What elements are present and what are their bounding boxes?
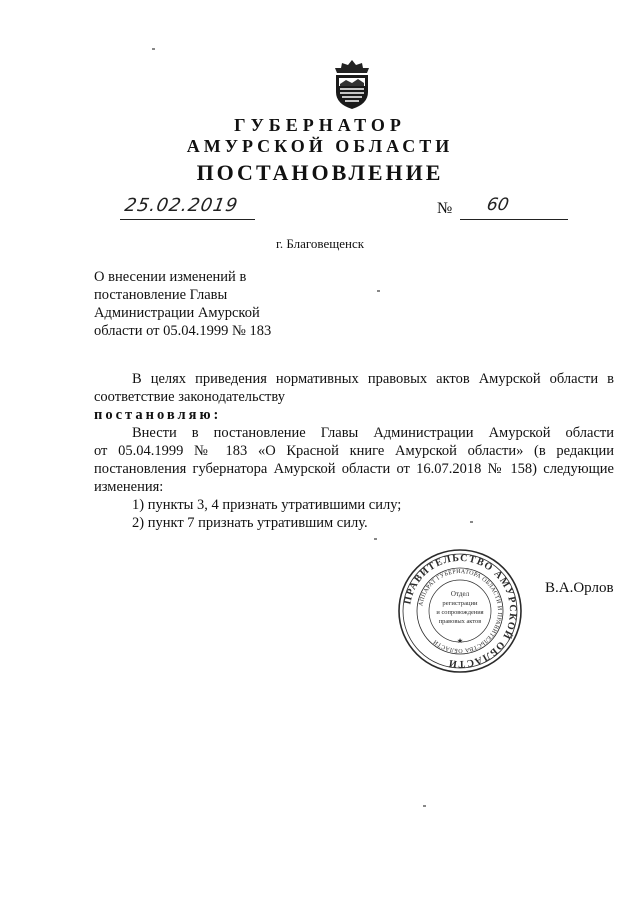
official-seal [397, 548, 523, 674]
star-icon: ★ [456, 637, 464, 645]
number-underline [460, 199, 568, 220]
subject-line: О внесении изменений в [94, 269, 247, 285]
seal-center-line: Отдел [450, 590, 470, 598]
clause-line: постановления губернатора Амурской области от 16.07.2018 № 158) следующие [94, 461, 614, 477]
document-number: 60 [485, 195, 511, 215]
seal-ring-text: АППАРАТ ГУБЕРНАТОРА ОБЛАСТИ И ПРАВИТЕЛЬСТВА ОБЛАСТИ [418, 568, 503, 654]
scan-speck [152, 48, 155, 50]
number-label: № [437, 200, 453, 217]
authority-line-1: ГУБЕРНАТОР [234, 115, 406, 135]
clause-line: изменения: [94, 479, 164, 495]
scan-speck [377, 290, 380, 292]
clause-line: от 05.04.1999 № 183 «О Красной книге Амурской области» (в редакции [94, 443, 614, 459]
document-subject [94, 268, 294, 340]
seal-outer-text: ПРАВИТЕЛЬСТВО АМУРСКОЙ ОБЛАСТИ [402, 552, 519, 670]
list-item: 2) пункт 7 признать утратившим силу. [132, 515, 368, 531]
document-type: ПОСТАНОВЛЕНИЕ [196, 160, 444, 185]
scan-speck [470, 521, 473, 523]
seal-center-line: правовых актов [438, 618, 482, 625]
list-item: 1) пункты 3, 4 признать утратившими силу; [132, 497, 402, 513]
document-date: 25.02.2019 [123, 195, 240, 216]
scan-speck [374, 538, 377, 540]
preamble-line: соответствие законодательству [94, 389, 285, 405]
subject-line: Администрации Амурской [94, 305, 260, 321]
decree-word: постановляю: [94, 407, 222, 423]
subject-line: постановление Главы [94, 287, 228, 303]
coat-of-arms-icon [330, 58, 374, 110]
scan-speck [423, 805, 426, 807]
authority-line-2: АМУРСКОЙ ОБЛАСТИ [186, 136, 454, 156]
preamble-line: В целях приведения нормативных правовых актов Амурской области в [132, 371, 614, 387]
seal-center-line: и сопровождения [436, 609, 484, 616]
seal-center-line: регистрации [442, 600, 478, 607]
subject-line: области от 05.04.1999 № 183 [94, 323, 272, 339]
document-body [94, 370, 614, 532]
city-name: г. Благовещенск [275, 236, 365, 251]
signer-name: В.А.Орлов [545, 580, 614, 596]
clause-line: Внести в постановление Главы Администрации Амурской области [132, 425, 614, 441]
